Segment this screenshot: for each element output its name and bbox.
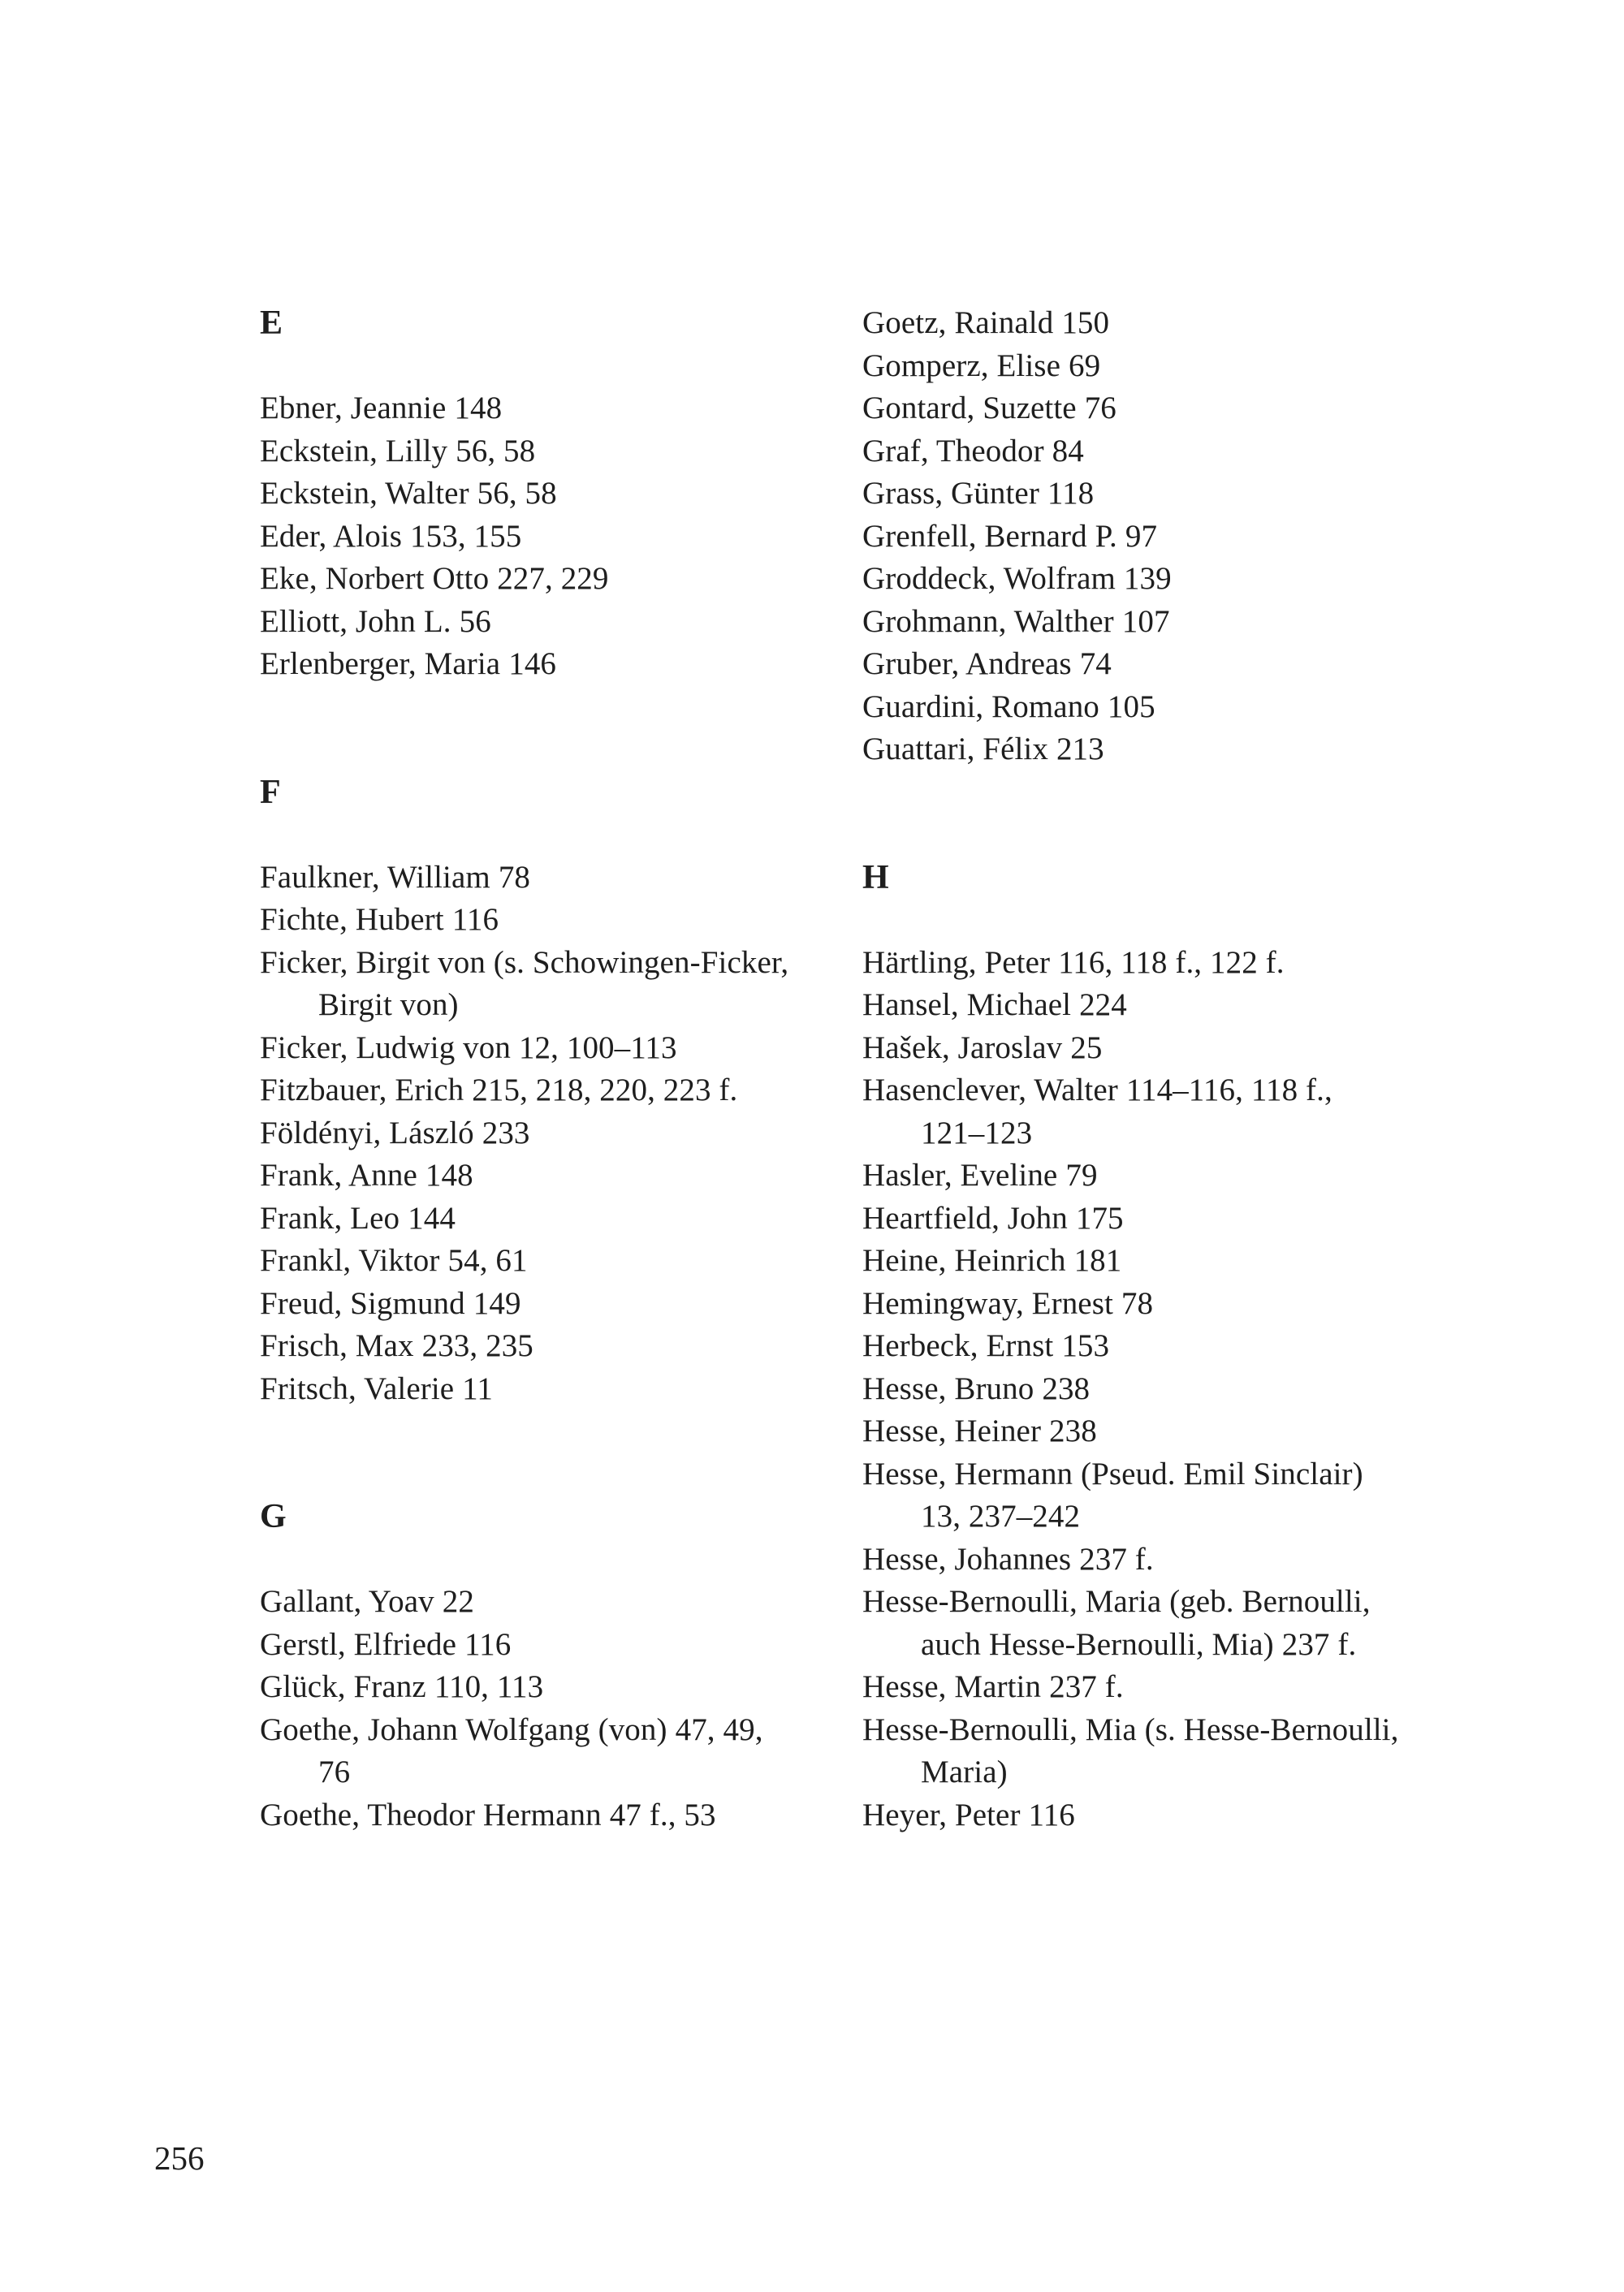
entry-name: Gontard, Suzette [862,391,1077,425]
entry-page-refs: 233 [482,1115,530,1150]
index-entry [260,1325,877,1368]
index-entry [862,558,1479,601]
index-entry [862,1240,1479,1283]
entry-page-refs: 11 [462,1370,493,1406]
entry-name: Frank, Anne [260,1158,417,1193]
entry-name: Ficker, Ludwig von [260,1029,511,1065]
entry-page-refs: 238 [1049,1414,1097,1448]
index-entry [862,1581,1479,1666]
entry-page-refs: 47, 49, 76 [318,1711,763,1789]
index-entry [260,430,877,473]
entry-name: Erlenberger, Maria [260,646,501,681]
entry-name: Hesse, Heiner [862,1414,1042,1448]
entry-name: Goethe, Johann Wolfgang (von) [260,1711,667,1747]
entry-page-refs: 237 f. [1049,1669,1124,1704]
index-entry [862,1709,1479,1794]
entry-page-refs: 79 [1065,1158,1098,1193]
section-letter-heading: H [862,858,889,896]
index-entry [260,1283,877,1326]
index-entry [260,1794,877,1837]
index-entry [862,473,1479,516]
entry-page-refs: 69 [1069,347,1101,383]
entry-page-refs: 107 [1121,603,1170,639]
entry-name: Földényi, László [260,1115,474,1150]
index-entry [862,1794,1479,1837]
index-entry [260,1240,877,1283]
entry-page-refs: 118 [1047,476,1095,511]
entry-page-refs: 116, 118 f., 122 f. [1058,944,1285,980]
entry-name: Hesse, Hermann (Pseud. Emil Sinclair) 13, 237–242 [862,1456,1363,1534]
index-entry [260,1368,877,1411]
index-entry [862,1410,1479,1453]
entry-name: Guardini, Romano [862,688,1099,724]
index-section [862,302,1479,771]
entry-page-refs: 148 [454,391,503,425]
entry-name: Elliott, John L. [260,603,451,639]
entry-page-refs: 25 [1070,1029,1103,1065]
index-entry [260,387,877,430]
index-section [260,1496,877,1837]
entry-name: Fichte, Hubert [260,902,444,937]
index-entry [862,942,1479,985]
entry-name: Eke, Norbert Otto [260,561,490,596]
entry-name: Heartfield, John [862,1200,1068,1236]
index-section [260,302,877,686]
index-entry [862,516,1479,559]
entry-name: Hesse-Bernoulli, Maria (geb. Bernoulli, auch Hesse-Bernoulli, Mia) [862,1584,1371,1662]
index-entry [260,857,877,900]
entry-page-refs: 56, 58 [477,476,557,511]
index-entry [260,942,877,1027]
entry-name: Grass, Günter [862,476,1039,511]
index-column-left [260,302,877,1837]
index-entry [862,1325,1479,1368]
entry-page-refs: 116 [464,1626,512,1662]
entry-name: Fitzbauer, Erich [260,1073,464,1107]
entry-name: Frisch, Max [260,1328,414,1363]
section-letter-heading: F [260,773,281,811]
index-entry [862,728,1479,771]
entry-page-refs: 148 [425,1158,473,1193]
index-entry [862,1155,1479,1198]
entry-name: Faulkner, William [260,859,490,895]
entry-name: Frank, Leo [260,1200,400,1236]
entry-page-refs: 54, 61 [447,1243,528,1278]
entry-name: Heyer, Peter [862,1797,1021,1832]
entry-page-refs: 146 [508,646,557,681]
index-entry [260,643,877,686]
entry-page-refs: 144 [408,1200,456,1236]
entry-name: Hesse, Bruno [862,1370,1034,1406]
index-entry [260,1666,877,1709]
entry-page-refs: 238 [1042,1370,1091,1406]
entry-page-refs: 22 [442,1584,474,1619]
entry-name: Freud, Sigmund [260,1285,465,1321]
entry-page-refs: 78 [1121,1285,1154,1321]
index-entry [862,430,1479,473]
entry-name: Frankl, Viktor [260,1243,440,1278]
index-entry [260,601,877,644]
entry-page-refs: 237 f. [1079,1541,1154,1577]
entry-name: Heine, Heinrich [862,1243,1066,1278]
entry-name: Glück, Franz [260,1669,426,1704]
index-entry [260,1155,877,1198]
index-entry [862,1069,1479,1155]
entry-name: Hesse, Martin [862,1669,1042,1704]
entry-page-refs: 175 [1075,1200,1124,1236]
entry-page-refs: 149 [473,1285,521,1321]
entry-page-refs: 139 [1123,561,1172,596]
entry-name: Hesse, Johannes [862,1541,1072,1577]
index-entry [260,1709,877,1794]
index-entry [862,302,1479,345]
entry-page-refs: 116 [451,902,499,937]
entry-name: Grohmann, Walther [862,603,1114,639]
entry-page-refs: 114–116, 118 f., 121–123 [921,1073,1332,1150]
index-entry [862,387,1479,430]
index-entry [260,473,877,516]
entry-name: Hansel, Michael [862,987,1072,1022]
section-spacer [862,771,1479,857]
entry-page-refs: 74 [1079,646,1112,681]
index-section [862,857,1479,1837]
entry-page-refs: 181 [1073,1243,1122,1278]
entry-name: Ebner, Jeannie [260,391,447,425]
index-entry [260,1198,877,1241]
entry-name: Goethe, Theodor Hermann [260,1797,602,1832]
index-entry [260,899,877,942]
index-entry [862,1453,1479,1539]
entry-page-refs: 47 f., 53 [609,1797,716,1832]
entry-name: Graf, Theodor [862,433,1044,468]
section-letter-heading: E [260,304,283,342]
entry-name: Eckstein, Walter [260,476,469,511]
index-entry [862,345,1479,388]
entry-name: Fritsch, Valerie [260,1370,455,1406]
entry-page-refs: 213 [1056,732,1104,766]
entry-name: Hašek, Jaroslav [862,1029,1063,1065]
entry-page-refs: 116 [1028,1797,1075,1832]
entry-page-refs: 237 f. [1281,1626,1357,1662]
entry-name: Gruber, Andreas [862,646,1072,681]
entry-page-refs: 56, 58 [456,433,536,468]
entry-page-refs: 215, 218, 220, 223 f. [472,1073,738,1107]
entry-page-refs: 56 [459,603,491,639]
index-entry [260,1112,877,1155]
entry-page-refs: 110, 113 [434,1669,544,1704]
section-spacer [260,1410,877,1496]
entry-name: Gallant, Yoav [260,1584,434,1619]
entry-page-refs: 78 [498,859,531,895]
entry-name: Eckstein, Lilly [260,433,448,468]
entry-name: Grenfell, Bernard P. [862,518,1117,554]
entry-page-refs: 12, 100–113 [518,1029,677,1065]
section-spacer [260,686,877,771]
index-entry [260,1581,877,1624]
entry-page-refs: 153 [1061,1328,1110,1363]
entry-name: Hasler, Eveline [862,1158,1058,1193]
entry-name: Härtling, Peter [862,944,1051,980]
entry-page-refs: 105 [1107,688,1155,724]
index-entry [862,1027,1479,1070]
entry-name: Goetz, Rainald [862,305,1054,340]
entry-page-refs: 150 [1061,305,1110,340]
entry-name: Hasenclever, Walter [862,1073,1118,1107]
entry-name: Hemingway, Ernest [862,1285,1113,1321]
entry-name: Guattari, Félix [862,732,1048,766]
index-entry [862,1368,1479,1411]
index-entry [260,1069,877,1112]
entry-name: Herbeck, Ernst [862,1328,1054,1363]
entry-page-refs: 97 [1125,518,1158,554]
index-section [260,771,877,1411]
index-entry [862,1666,1479,1709]
entry-page-refs: 84 [1052,433,1084,468]
entry-name: Gomperz, Elise [862,347,1060,383]
entry-name: Ficker, Birgit von (s. Schowingen-Ficker, Birgit von) [260,944,789,1022]
index-entry [260,558,877,601]
index-entry [862,601,1479,644]
index-entry [260,516,877,559]
entry-page-refs: 224 [1079,987,1127,1022]
section-letter-heading: G [260,1498,287,1535]
index-entry [862,1283,1479,1326]
index-column-right [862,302,1479,1837]
entry-name: Hesse-Bernoulli, Mia (s. Hesse-Bernoulli, Maria) [862,1711,1399,1789]
index-entry [862,1539,1479,1582]
entry-page-refs: 233, 235 [421,1328,533,1363]
entry-name: Gerstl, Elfriede [260,1626,456,1662]
index-entry [862,1198,1479,1241]
entry-page-refs: 227, 229 [497,561,609,596]
index-entry [260,1027,877,1070]
entry-name: Eder, Alois [260,518,403,554]
index-entry [260,1624,877,1667]
page-number: 256 [154,2139,205,2177]
index-entry [862,984,1479,1027]
entry-name: Groddeck, Wolfram [862,561,1116,596]
entry-page-refs: 153, 155 [410,518,522,554]
entry-page-refs: 76 [1084,391,1116,425]
index-entry [862,643,1479,686]
index-entry [862,686,1479,729]
